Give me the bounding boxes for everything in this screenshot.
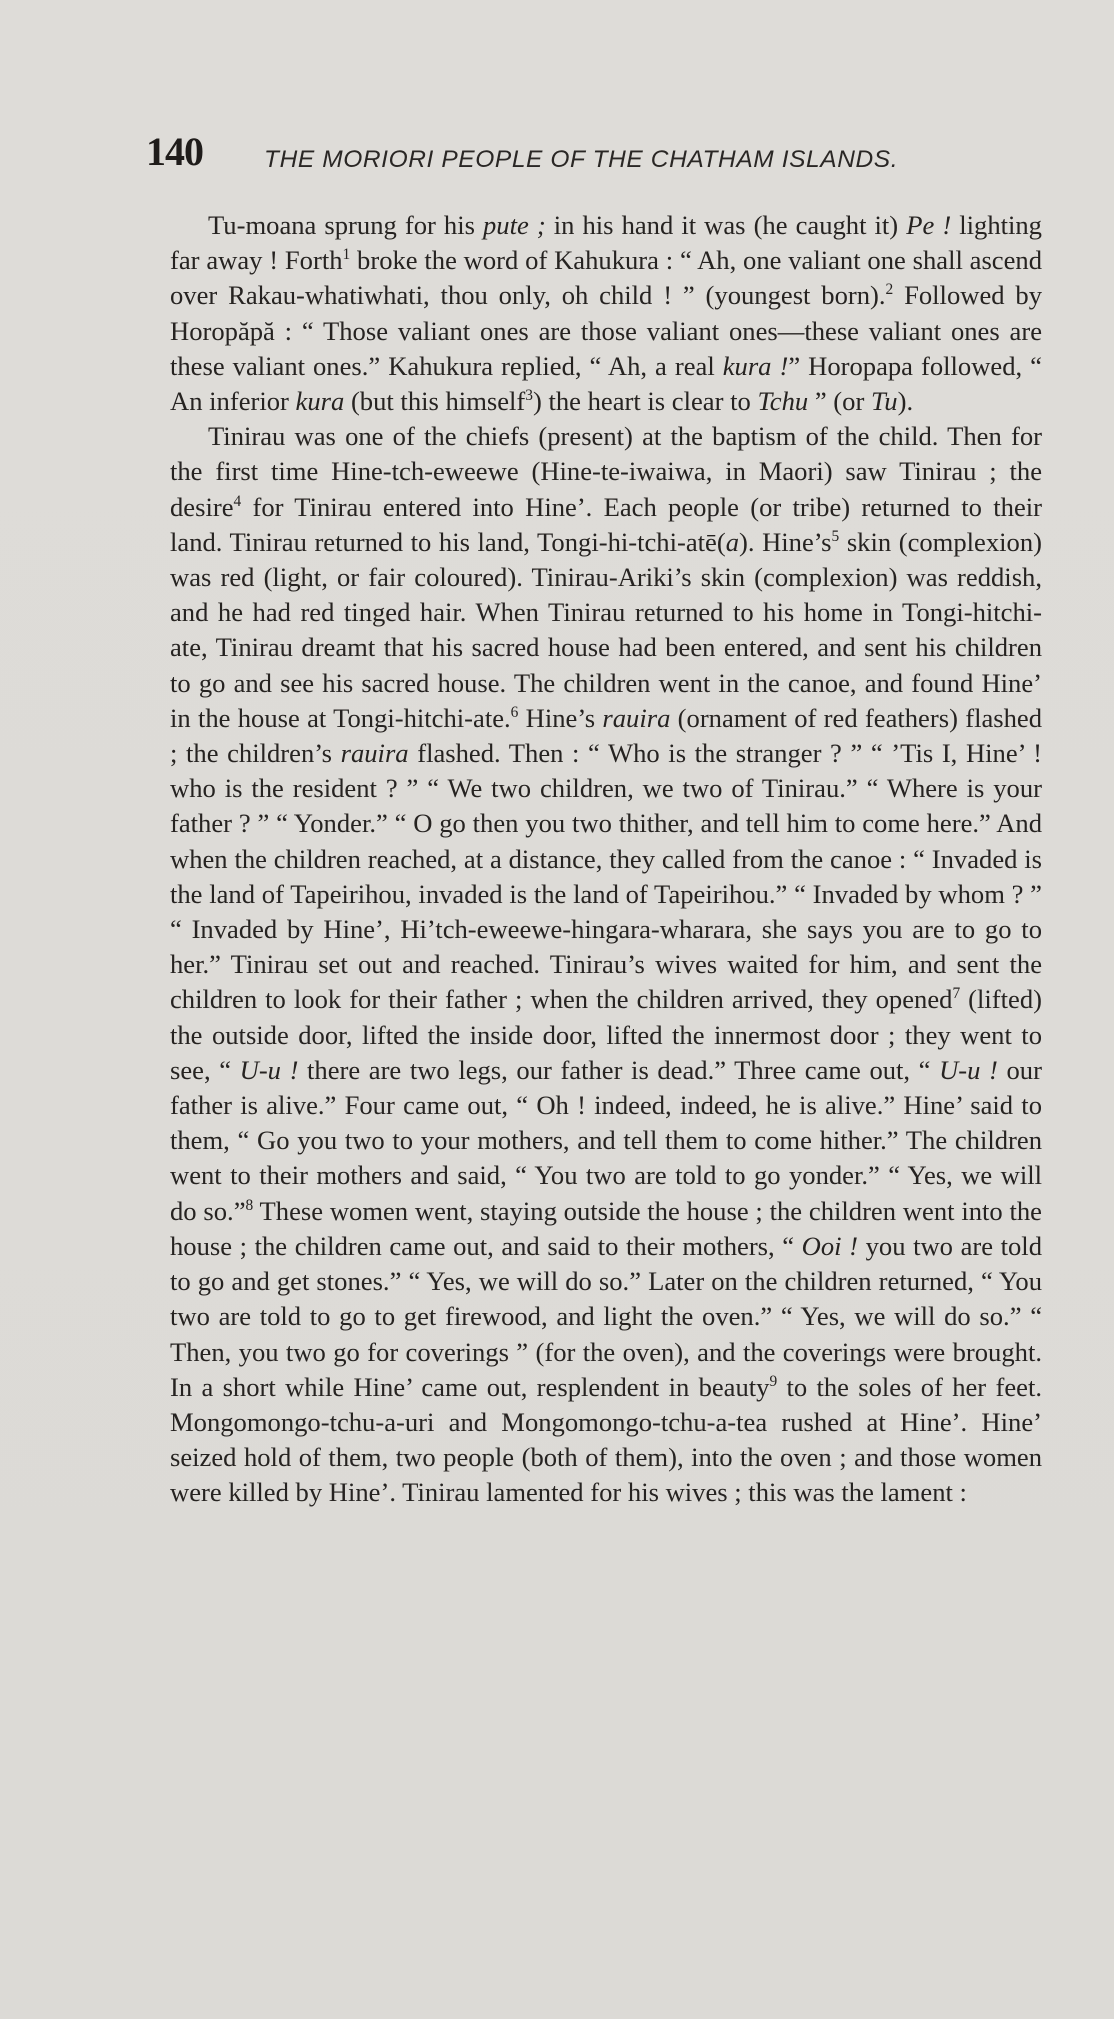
footnote-ref: 4 (233, 492, 242, 510)
text-run: flashed. Then : “ Who is the stranger ? ” “ ’Tis I, Hine’ ! who is the resident ? ” “ We two children, we two of Tinirau.” “ Where is your father ? ” “ Yonder.” “ O go then you two thither, and tell him to come here.” And when the children reached, at a distance, they called from the canoe : “ Invaded is the land of Tapeirihou, invaded is the land of Tapeirihou.” “ Invaded by whom ? ” “ Invaded by Hine’, Hi’tch-eweewe-hingara-wharara, she says you are to go to her.” Tinirau set out and reached. Tinirau’s wives waited for him, and sent the children to look for their father ; when the children arrived, they opened (170, 738, 1042, 1015)
italic-text: U-u ! (939, 1054, 998, 1085)
italic-text: rauira (340, 738, 409, 769)
footnote-ref: 5 (831, 527, 840, 545)
text-run: our father is alive.” Four came out, “ Oh ! indeed, indeed, he is alive.” Hine’ said to them, “ Go you two to your mothers, and tell them to come hither.” The children went to their mothers and said, “ You two are told to go yonder.” “ Yes, we will do so.” (170, 1054, 1042, 1226)
text-run: ). Hine’s (739, 526, 832, 557)
text-run: broke the word of Kahukura : “ Ah, one valiant one shall ascend over Rakau-whatiwhati, thou only, oh child ! ” (youngest born). (170, 245, 1043, 311)
text-run: for Tinirau entered into Hine’. Each people (or tribe) returned to their land. Tinirau returned to his land, Tongi-hi-tchi-atē( (170, 491, 1042, 557)
text-run: (but this himself (344, 386, 526, 417)
footnote-ref: 3 (525, 387, 533, 405)
text-run: in his hand it was (he caught it) (545, 210, 907, 240)
running-title: THE MORIORI PEOPLE OF THE CHATHAM ISLANDS. (264, 146, 899, 173)
text-run: (ornament of red feathers) flashed ; the children’s (170, 702, 1043, 769)
italic-text: Pe ! (906, 210, 952, 240)
text-run: there are two legs, our father is dead.” Three came out, “ (298, 1054, 940, 1085)
paragraph (170, 208, 1042, 419)
italic-text: Tchu (757, 386, 809, 417)
italic-text: kura (295, 386, 345, 417)
text-run: you two are told to go and get stones.” “ Yes, we will do so.” Later on the children returned, “ You two are told to go to get firewood, and light the oven.” “ Yes, we will do so.” “ Then, you two go for coverings ” (for the oven), and the coverings were brought. In a short while Hine’ came out, resplendent in beauty (170, 1230, 1042, 1402)
italic-text: rauira (602, 702, 671, 733)
footnote-ref: 7 (952, 985, 961, 1003)
text-run: ) the heart is clear to (532, 386, 758, 417)
text-run: Followed by Horopăpă : “ Those valiant ones are those valiant ones—these valiant ones are these valiant ones.” Kahukura replied, “ Ah, a real (170, 280, 1042, 381)
italic-text: Ooi ! (801, 1230, 859, 1261)
italic-text: pute ; (483, 210, 546, 240)
footnote-ref: 1 (342, 246, 351, 264)
text-run: to the soles of her feet. Mongomongo-tchu-a-uri and Mongomongo-tchu-a-tea rushed at Hine’. Hine’ seized hold of them, two people (both of them), into the oven ; and those women were killed by Hine’. Tinirau lamented for his wives ; this was the lament : (170, 1371, 1042, 1508)
page-header (146, 128, 986, 178)
text-run: ” (or (808, 386, 871, 417)
paragraph (170, 419, 1042, 1510)
text-run: skin (complexion) was red (light, or fair coloured). Tinirau-Ariki’s skin (complexion) was reddish, and he had red tinged hair. When Tinirau returned to his home in Tongi-hitchi-ate, Tinirau dreamt that his sacred house had been entered, and sent his children to go and see his sacred house. The children went in the canoe, and found Hine’ in the house at Tongi-hitchi-ate. (170, 526, 1042, 733)
text-run: Tinirau was one of the chiefs (present) at the baptism of the child. Then for the first time Hine-tch-eweewe (Hine-te-iwaiwa, in Maori) saw Tinirau ; the desire (170, 421, 1042, 522)
text-run: ). (897, 386, 914, 417)
page-number: 140 (146, 129, 203, 174)
footnote-ref: 6 (510, 703, 519, 721)
footnote-ref: 9 (769, 1372, 778, 1390)
footnote-ref: 8 (245, 1196, 254, 1214)
text-run: Tu-moana sprung for his (208, 210, 483, 240)
text-run: Hine’s (518, 702, 603, 733)
text-run: lighting far away ! Forth (170, 210, 1042, 276)
italic-text: kura ! (722, 350, 789, 381)
text-run: (lifted) the outside door, lifted the inside door, lifted the innermost door ; they went to see, “ (170, 984, 1043, 1085)
italic-text: a (725, 526, 739, 557)
text-run: These women went, staying outside the house ; the children went into the house ; the children came out, and said to their mothers, “ (170, 1195, 1042, 1261)
footnote-ref: 2 (885, 281, 894, 299)
text-run: ” Horopapa followed, “ An inferior (170, 350, 1042, 417)
italic-text: Tu (870, 386, 898, 417)
body-text (170, 208, 1042, 1511)
italic-text: U-u ! (239, 1054, 299, 1085)
